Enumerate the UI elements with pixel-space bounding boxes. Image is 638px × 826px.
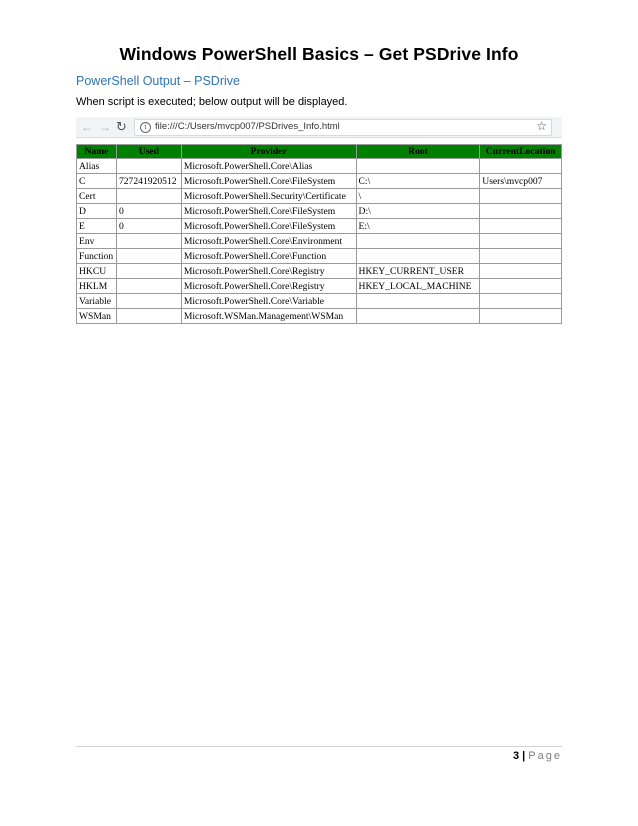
table-row [77,234,562,249]
column-header-provider: Provider [181,145,356,159]
table-cell: Users\mvcp007 [480,174,562,189]
table-cell: E [77,219,117,234]
table-cell [480,309,562,324]
table-cell: D [77,204,117,219]
table-cell [480,279,562,294]
star-icon[interactable]: ☆ [536,119,547,133]
table-cell: D:\ [356,204,480,219]
arrow-right-icon[interactable]: → [99,120,111,134]
table-row [77,309,562,324]
table-cell: Cert [77,189,117,204]
table-cell: Microsoft.PowerShell.Core\FileSystem [181,219,356,234]
browser-toolbar [76,117,562,138]
table-cell [116,234,181,249]
table-cell [480,234,562,249]
table-row [77,294,562,309]
table-cell: HKCU [77,264,117,279]
table-cell: \ [356,189,480,204]
table-cell: C [77,174,117,189]
table-cell [116,264,181,279]
table-cell: HKEY_CURRENT_USER [356,264,480,279]
document-title: Windows PowerShell Basics – Get PSDrive Info [119,44,519,64]
table-row [77,279,562,294]
table-cell [480,219,562,234]
column-header-name: Name [77,145,117,159]
table-cell: Variable [77,294,117,309]
table-cell [480,159,562,174]
table-row [77,159,562,174]
table-cell: C:\ [356,174,480,189]
table-cell [480,204,562,219]
table-cell: HKLM [77,279,117,294]
page-label: Page [528,750,562,762]
url-text: file:///C:/Users/mvcp007/PSDrives_Info.html [155,121,340,132]
table-cell [116,294,181,309]
table-row [77,174,562,189]
table-cell: Env [77,234,117,249]
table-cell [356,234,480,249]
table-cell: Microsoft.PowerShell.Core\Environment [181,234,356,249]
table-cell: 0 [116,204,181,219]
intro-text: When script is executed; below output will be displayed. [76,96,348,108]
table-body [77,159,562,324]
table-cell: 0 [116,219,181,234]
table-cell [480,264,562,279]
table-cell [480,249,562,264]
address-bar[interactable] [134,119,552,136]
table-cell [356,159,480,174]
page-number: 3 [512,750,520,762]
table-row [77,189,562,204]
table-cell: Microsoft.PowerShell.Security\Certificate [181,189,356,204]
section-heading: PowerShell Output – PSDrive [76,74,240,88]
table-cell: E:\ [356,219,480,234]
psdrive-table [76,144,562,324]
table-cell [356,294,480,309]
table-cell [116,279,181,294]
table-cell [116,189,181,204]
table-cell [116,249,181,264]
column-header-currentlocation: CurrentLocation [480,145,562,159]
table-cell [356,249,480,264]
table-header-row [77,145,562,159]
column-header-used: Used [116,145,181,159]
table-row [77,219,562,234]
table-row [77,249,562,264]
table-cell: Alias [77,159,117,174]
page-footer [513,750,562,762]
table-cell [480,294,562,309]
arrow-left-icon[interactable]: ← [81,120,93,134]
table-cell: Microsoft.PowerShell.Core\Function [181,249,356,264]
table-row [77,264,562,279]
table-cell [356,309,480,324]
footer-divider [76,746,562,747]
table-cell [480,189,562,204]
table-cell [116,309,181,324]
table-cell: 727241920512 [116,174,181,189]
table-cell: Microsoft.PowerShell.Core\Variable [181,294,356,309]
table-cell: Function [77,249,117,264]
table-cell: Microsoft.PowerShell.Core\FileSystem [181,204,356,219]
table-cell: Microsoft.PowerShell.Core\Registry [181,279,356,294]
column-header-root: Root [356,145,480,159]
reload-icon[interactable]: ↻ [116,119,127,134]
table-cell: Microsoft.WSMan.Management\WSMan [181,309,356,324]
table-row [77,204,562,219]
table-cell: Microsoft.PowerShell.Core\Registry [181,264,356,279]
table-cell: HKEY_LOCAL_MACHINE [356,279,480,294]
table-cell [116,159,181,174]
table-cell: WSMan [77,309,117,324]
table-cell: Microsoft.PowerShell.Core\Alias [181,159,356,174]
info-icon[interactable]: i [140,122,151,133]
footer-separator: | [522,750,526,762]
table-cell: Microsoft.PowerShell.Core\FileSystem [181,174,356,189]
